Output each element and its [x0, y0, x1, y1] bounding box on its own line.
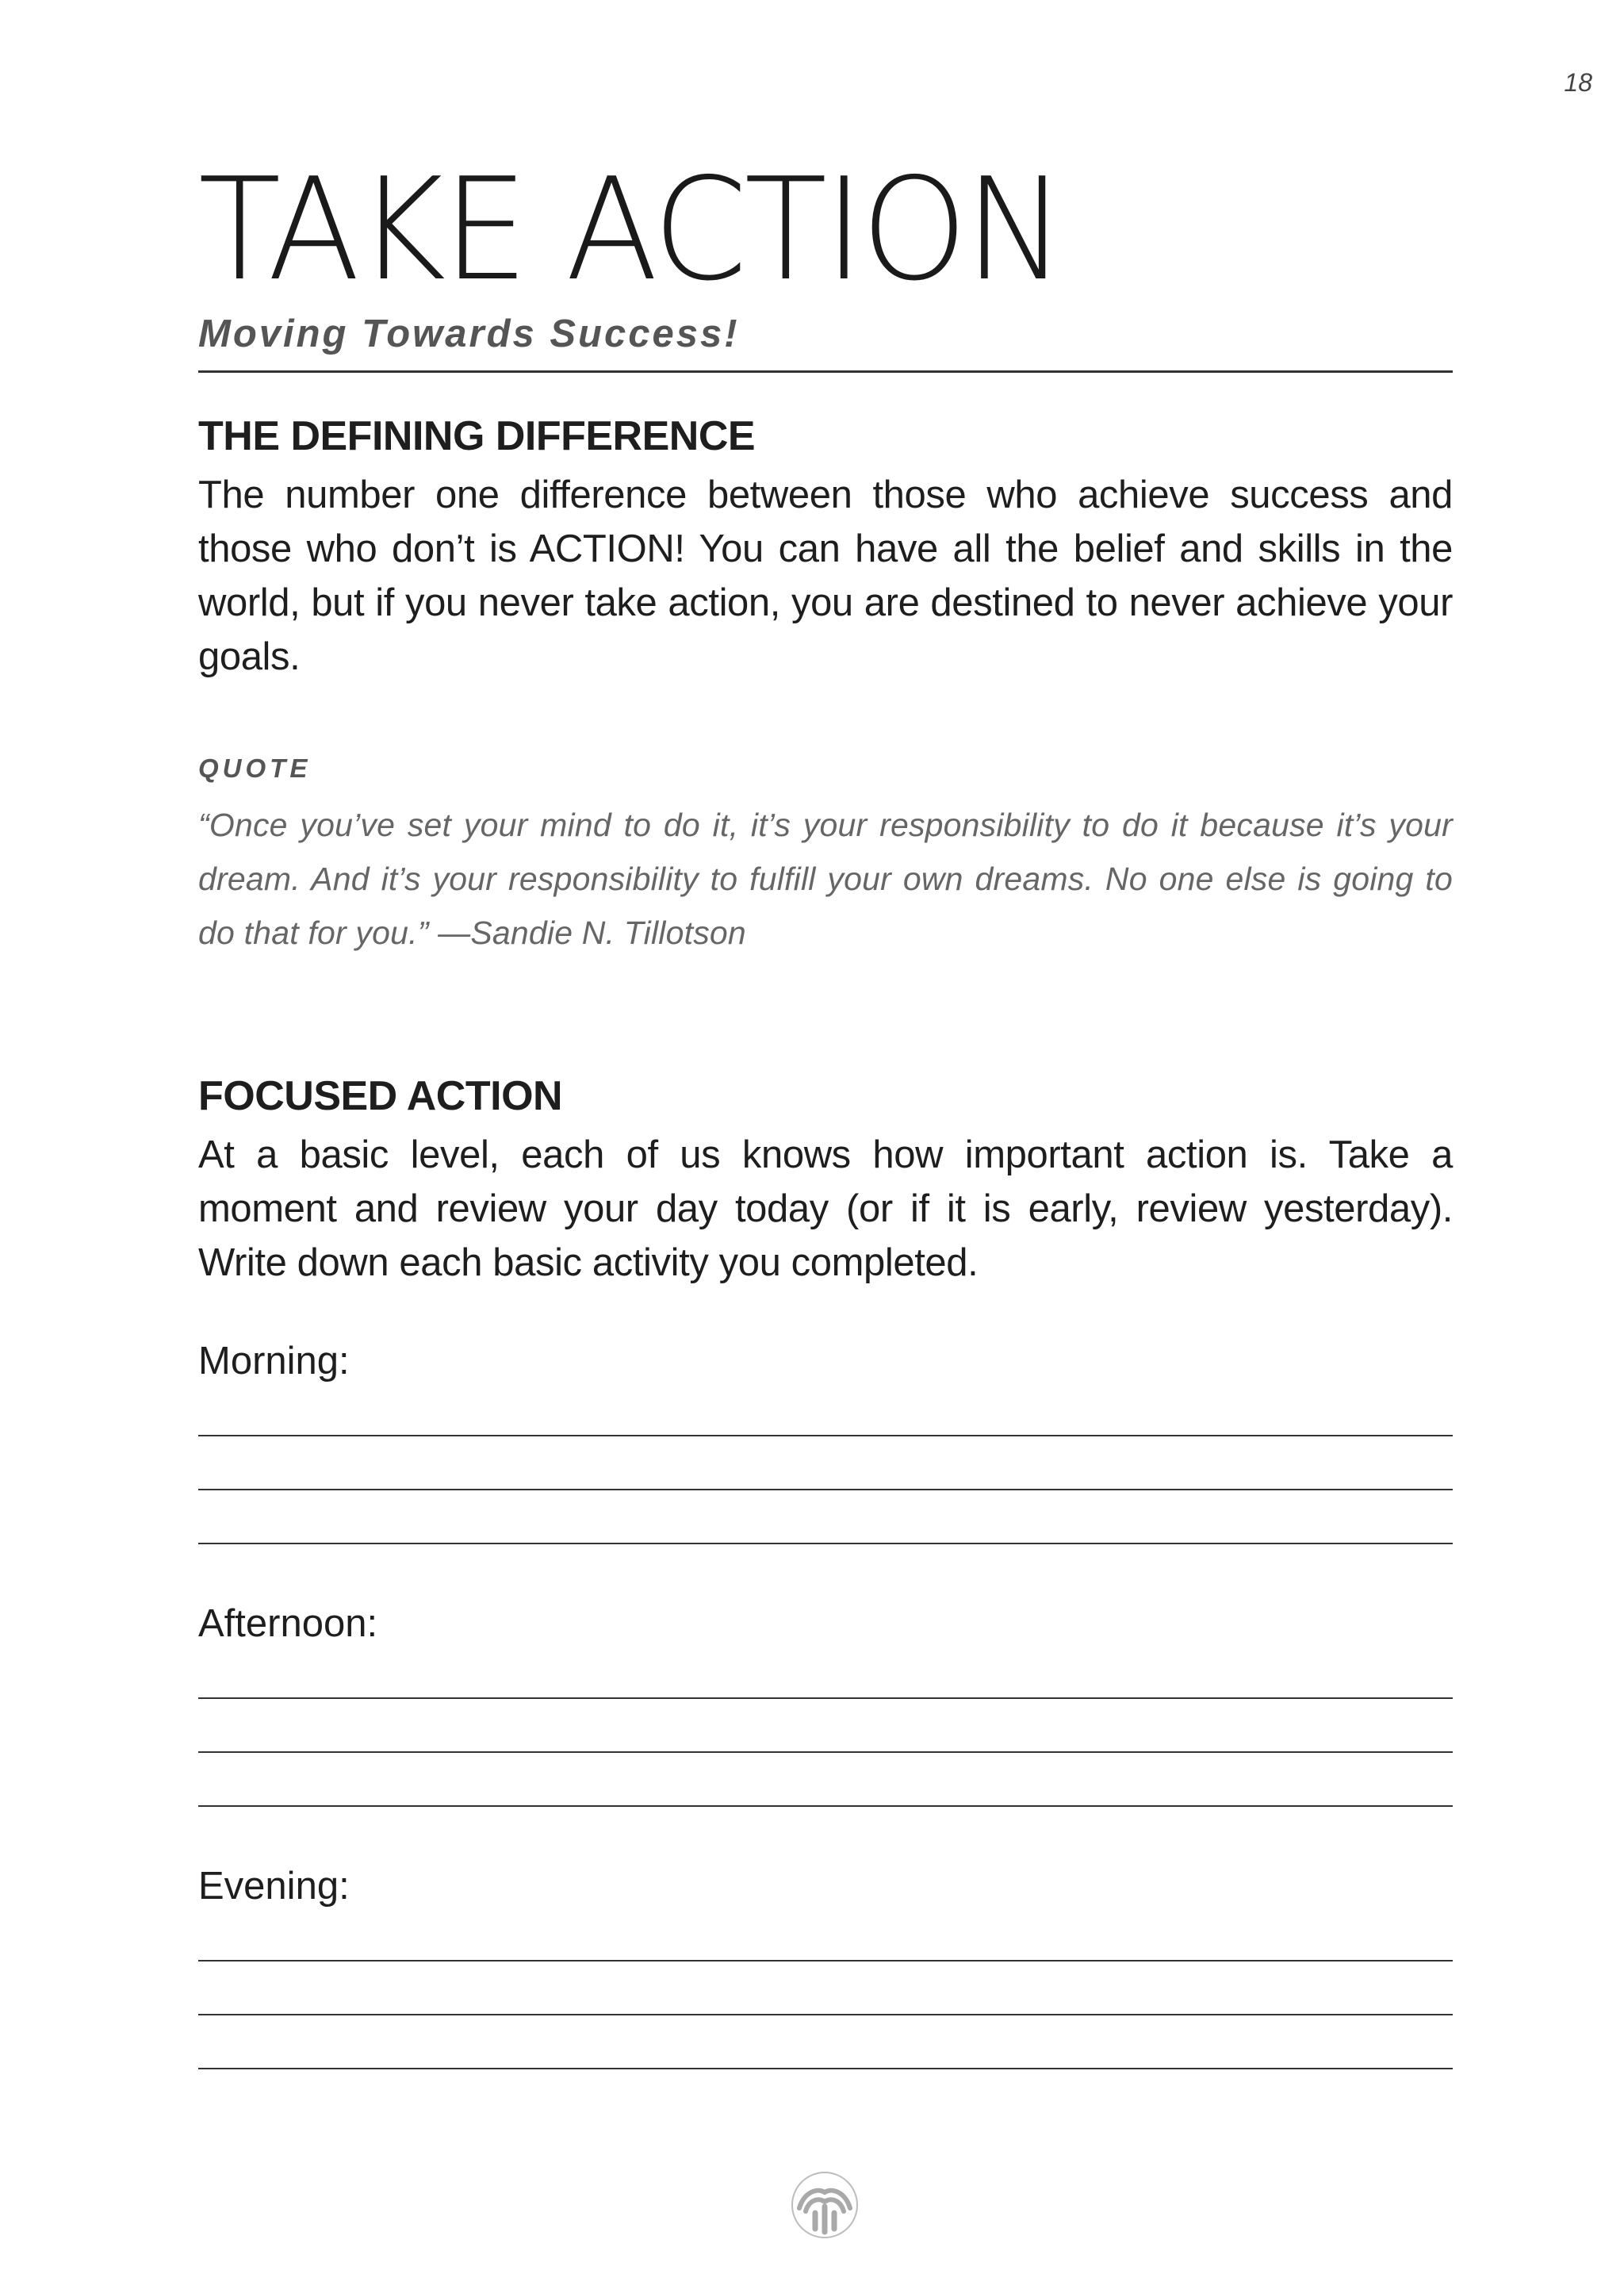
afternoon-lines	[198, 1645, 1453, 1807]
morning-label: Morning:	[198, 1340, 350, 1382]
morning-field	[198, 1339, 1453, 1544]
evening-write-line[interactable]	[198, 1908, 1453, 1961]
section-heading-defining-difference: THE DEFINING DIFFERENCE	[198, 413, 756, 459]
evening-write-line[interactable]	[198, 1961, 1453, 2015]
afternoon-label: Afternoon:	[198, 1602, 378, 1645]
quote-text: “Once you’ve set your mind to do it, it’s your responsibility to do it because it’s your dream. And it’s your responsibility to fulfill your own dreams. No one else is going to do that for you.” —Sandie N. Tillotson	[198, 807, 1453, 951]
page-content	[198, 148, 1453, 2069]
title-divider	[198, 370, 1453, 373]
morning-write-line[interactable]	[198, 1382, 1453, 1436]
defining-difference-body: The number one difference between those who achieve success and those who don’t is ACTION! You can have all the belief and skills in the world, but if you never take action, you are destined to never achieve your goals.	[198, 474, 1453, 678]
evening-write-line[interactable]	[198, 2015, 1453, 2069]
evening-lines	[198, 1908, 1453, 2069]
focused-action-body: At a basic level, each of us knows how important action is. Take a moment and review your day today (or if it is early, review yesterday). Write down each basic activity you completed.	[198, 1133, 1453, 1284]
page-subtitle: Moving Towards Success!	[198, 313, 740, 355]
afternoon-field	[198, 1601, 1453, 1807]
quote-label: QUOTE	[198, 754, 312, 783]
page-number: 18	[1564, 68, 1592, 97]
page-title: TAKE ACTION	[198, 148, 1063, 312]
evening-field	[198, 1864, 1453, 2069]
morning-write-line[interactable]	[198, 1490, 1453, 1544]
evening-label: Evening:	[198, 1865, 350, 1908]
section-heading-focused-action: FOCUSED ACTION	[198, 1073, 563, 1119]
fountain-logo-icon	[791, 2172, 858, 2238]
afternoon-write-line[interactable]	[198, 1645, 1453, 1699]
afternoon-write-line[interactable]	[198, 1753, 1453, 1807]
morning-lines	[198, 1382, 1453, 1544]
afternoon-write-line[interactable]	[198, 1699, 1453, 1753]
morning-write-line[interactable]	[198, 1436, 1453, 1490]
